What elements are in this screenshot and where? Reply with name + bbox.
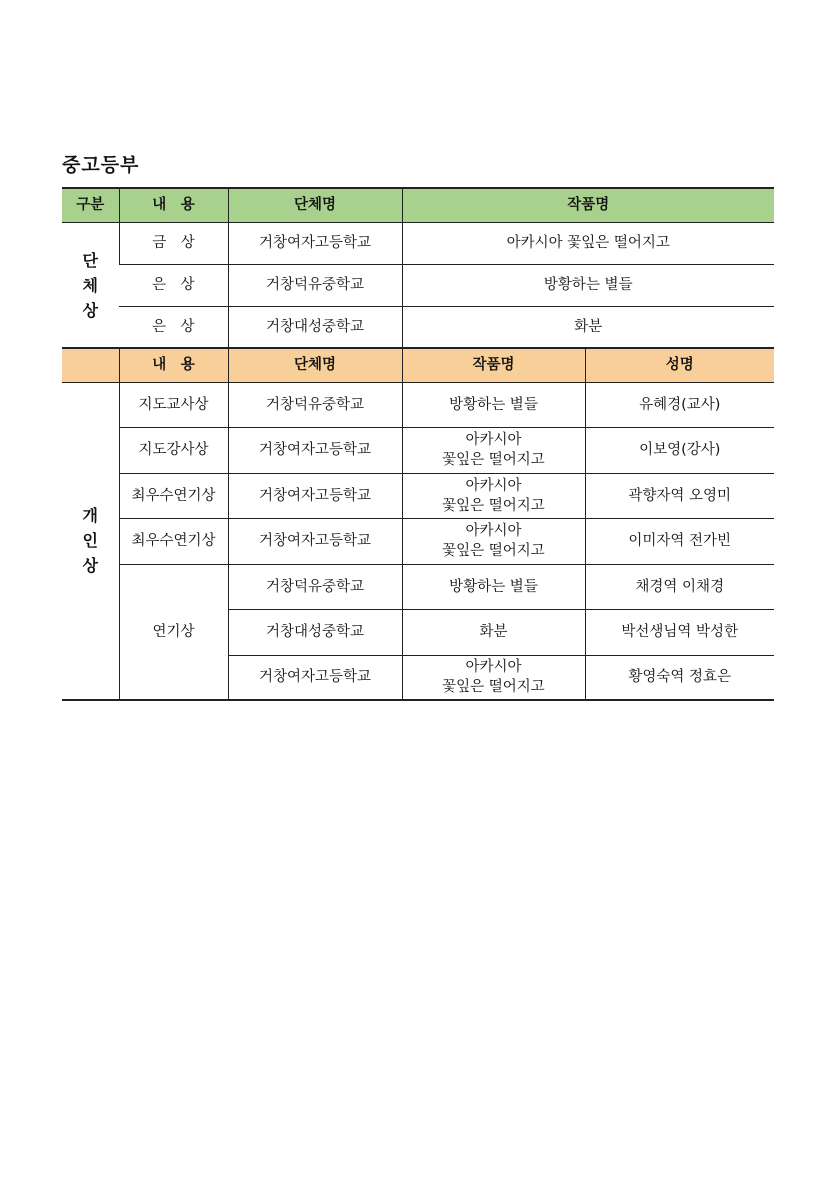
- work-cell: [402, 609, 585, 655]
- work-cell: 화분: [402, 306, 774, 348]
- work-cell: [402, 473, 585, 518]
- award-cell: 은 상: [119, 306, 228, 348]
- table-row: [62, 564, 774, 609]
- header-category: [62, 348, 119, 382]
- header-group: 단체명: [228, 348, 402, 382]
- group-cell: 거창여자고등학교: [228, 518, 402, 564]
- category-label-group: 단 체 상: [62, 222, 119, 348]
- work-line: 아카시아: [465, 523, 522, 539]
- section-title: 중고등부: [62, 154, 140, 176]
- work-line: 꽃잎은 떨어지고: [442, 543, 545, 559]
- name-cell: 유혜경(교사): [585, 382, 774, 427]
- table-header-row: [62, 348, 774, 382]
- header-work: 작품명: [402, 188, 774, 222]
- work-line: 꽃잎은 떨어지고: [442, 452, 545, 468]
- group-cell: 거창덕유중학교: [228, 382, 402, 427]
- table-row: [62, 264, 774, 306]
- work-cell: [402, 427, 585, 473]
- header-award: 내 용: [119, 348, 228, 382]
- award-cell: 지도교사상: [119, 382, 228, 427]
- work-line: 방황하는 별들: [449, 578, 538, 595]
- award-cell: 연기상: [119, 564, 228, 700]
- group-cell: 거창덕유중학교: [228, 564, 402, 609]
- work-line: 방황하는 별들: [449, 396, 538, 413]
- group-awards-table: [62, 187, 774, 349]
- award-cell: 최우수연기상: [119, 473, 228, 518]
- work-line: 아카시아: [465, 477, 522, 494]
- table-row: [62, 222, 774, 264]
- table-row: [62, 382, 774, 427]
- award-cell: 은 상: [119, 264, 228, 306]
- header-name: 성명: [585, 348, 774, 382]
- work-cell: [402, 564, 585, 609]
- group-cell: 거창덕유중학교: [228, 264, 402, 306]
- header-group: 단체명: [228, 188, 402, 222]
- name-cell: 채경역 이채경: [585, 564, 774, 609]
- work-cell: [402, 655, 585, 700]
- table-row: [62, 427, 774, 473]
- individual-awards-table: [62, 347, 774, 701]
- table-row: [62, 306, 774, 348]
- header-category: 구분: [62, 188, 119, 222]
- award-cell: 지도강사상: [119, 427, 228, 473]
- name-cell: 박선생님역 박성한: [585, 609, 774, 655]
- group-cell: 거창대성중학교: [228, 306, 402, 348]
- work-cell: 방황하는 별들: [402, 264, 774, 306]
- group-cell: 거창여자고등학교: [228, 655, 402, 700]
- header-award: 내 용: [119, 188, 228, 222]
- work-line: 아카시아: [465, 659, 522, 676]
- work-line: 아카시아: [465, 432, 522, 448]
- award-cell: 최우수연기상: [119, 518, 228, 564]
- group-cell: 거창대성중학교: [228, 609, 402, 655]
- group-cell: 거창여자고등학교: [228, 222, 402, 264]
- table-header-row: [62, 188, 774, 222]
- work-line: 꽃잎은 떨어지고: [442, 497, 545, 514]
- work-line: 화분: [479, 624, 508, 640]
- name-cell: 이보영(강사): [585, 427, 774, 473]
- header-work: 작품명: [402, 348, 585, 382]
- table-row: [62, 473, 774, 518]
- group-cell: 거창여자고등학교: [228, 473, 402, 518]
- work-line: 꽃잎은 떨어지고: [442, 679, 545, 696]
- work-cell: 아카시아 꽃잎은 떨어지고: [402, 222, 774, 264]
- group-cell: 거창여자고등학교: [228, 427, 402, 473]
- name-cell: 황영숙역 정효은: [585, 655, 774, 700]
- name-cell: 이미자역 전가빈: [585, 518, 774, 564]
- work-cell: [402, 382, 585, 427]
- table-row: [62, 518, 774, 564]
- name-cell: 곽향자역 오영미: [585, 473, 774, 518]
- work-cell: [402, 518, 585, 564]
- category-label-individual: 개 인 상: [62, 382, 119, 700]
- award-cell: 금 상: [119, 222, 228, 264]
